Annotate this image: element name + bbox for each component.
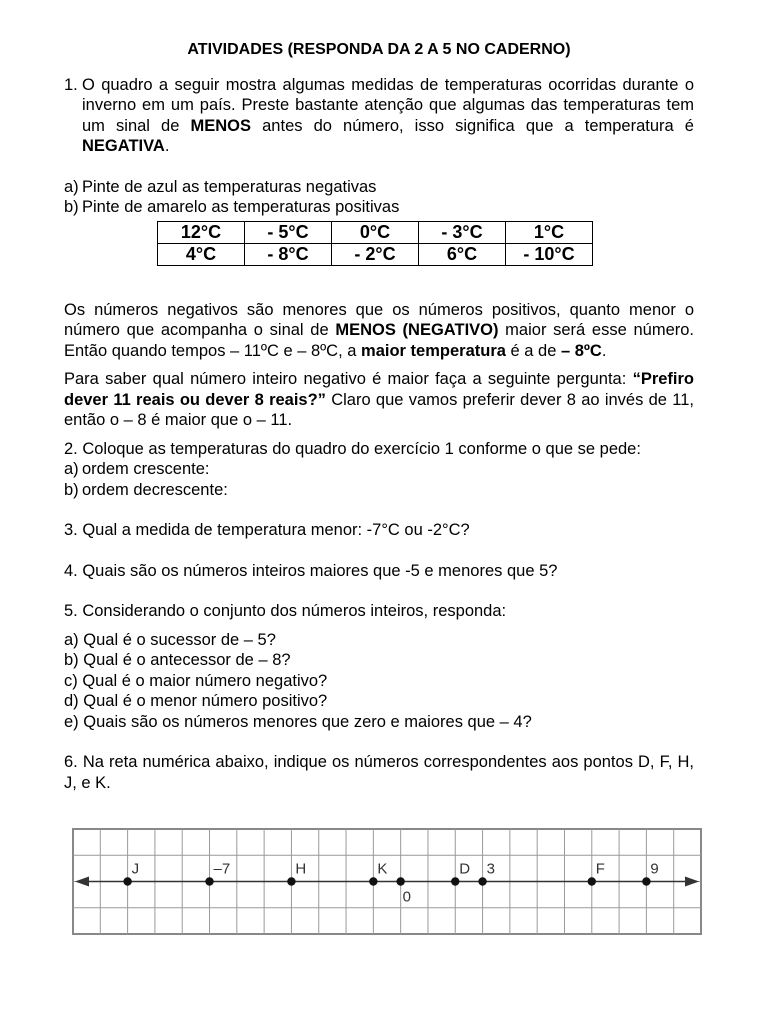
- question-1-text-a: O quadro a seguir mostra algumas medidas de temperaturas ocorridas durante o inverno em um país. Preste bastante atenção que algumas das temperaturas tem um sinal de: [82, 75, 694, 135]
- table-row: [158, 221, 593, 243]
- table-row: [158, 243, 593, 265]
- question-2-item-a: [64, 459, 694, 480]
- question-5-item: e) Quais são os números menores que zero e maiores que – 4?: [64, 712, 532, 731]
- question-5-text: 5. Considerando o conjunto dos números inteiros, responda:: [64, 602, 507, 620]
- explanation-2-text-a: Para saber qual número inteiro negativo é maior faça a seguinte pergunta:: [64, 370, 633, 388]
- question-1: [64, 75, 694, 157]
- explanation-1-text-b: maior será esse número. Então quando tempos – 11ºC e – 8ºC, a: [64, 321, 694, 360]
- number-line-point: [588, 877, 596, 885]
- number-line-point: [205, 877, 213, 885]
- explanation-paragraph-2: [64, 369, 694, 431]
- question-1-text: [82, 75, 694, 157]
- number-line-point: [369, 877, 377, 885]
- item-text: Pinte de amarelo as temperaturas positivas: [82, 198, 400, 216]
- explanation-1-text-c: é a de: [505, 341, 561, 360]
- number-line-label: J: [131, 860, 140, 878]
- number-line-label: 0: [402, 888, 411, 906]
- question-6: 6. Na reta numérica abaixo, indique os números correspondentes aos pontos D, F, H, J, e K.: [64, 753, 694, 792]
- table-cell: - 2°C: [332, 243, 419, 265]
- question-1-text-b: antes do número, isso significa que a temperatura é: [251, 116, 694, 135]
- explanation-1-text-a: Os números negativos são menores que os números positivos, quanto menor o número que acompanha o sinal de: [64, 300, 694, 339]
- question-2-item-b: [64, 480, 694, 501]
- question-1-item-b: [64, 197, 694, 218]
- table-cell: - 5°C: [245, 221, 332, 243]
- item-letter: a): [64, 460, 79, 478]
- question-3: 3. Qual a medida de temperatura menor: -7°C ou -2°C?: [64, 521, 470, 539]
- question-1-number: 1.: [64, 75, 78, 94]
- explanation-1-bold-a: MENOS (NEGATIVO): [335, 321, 499, 339]
- item-text: Pinte de azul as temperaturas negativas: [82, 177, 377, 196]
- number-line-grid: [72, 828, 702, 936]
- explanation-paragraph-1: [64, 300, 694, 362]
- question-5-item: b) Qual é o antecessor de – 8?: [64, 651, 291, 669]
- worksheet-title: ATIVIDADES (RESPONDA DA 2 A 5 NO CADERNO): [187, 41, 571, 58]
- number-line-label: 9: [650, 860, 659, 878]
- item-letter: b): [64, 480, 79, 499]
- number-line-label: D: [459, 860, 471, 878]
- worksheet: [64, 40, 694, 793]
- table-cell: - 3°C: [419, 221, 506, 243]
- item-text: ordem decrescente:: [82, 480, 228, 499]
- number-line-point: [287, 877, 295, 885]
- explanation-1-bold-b: maior temperatura: [361, 341, 506, 360]
- table-cell: 12°C: [158, 221, 245, 243]
- item-text: ordem crescente:: [82, 460, 210, 478]
- question-1-bold-negativa: NEGATIVA: [82, 137, 165, 155]
- question-5-item: a) Qual é o sucessor de – 5?: [64, 630, 276, 649]
- question-5-item: c) Qual é o maior número negativo?: [64, 671, 328, 690]
- number-line-label: –7: [213, 860, 231, 878]
- explanation-1-text-d: .: [601, 341, 607, 360]
- question-5-item: d) Qual é o menor número positivo?: [64, 692, 328, 710]
- question-2-text: 2. Coloque as temperaturas do quadro do exercício 1 conforme o que se pede:: [64, 439, 641, 458]
- question-1-bold-menos: MENOS: [190, 116, 252, 135]
- table-cell: 4°C: [158, 243, 245, 265]
- number-line-label: F: [595, 860, 605, 878]
- number-line-point: [451, 877, 459, 885]
- item-letter: b): [64, 198, 79, 216]
- number-line-point: [123, 877, 131, 885]
- number-line-point: [478, 877, 486, 885]
- explanation-2-bold-a: “Prefiro dever 11 reais ou dever 8 reais?”: [64, 370, 694, 409]
- question-1-item-a: [64, 177, 694, 198]
- item-letter: a): [64, 177, 79, 196]
- number-line-label: 3: [486, 860, 495, 878]
- table-cell: - 8°C: [245, 243, 332, 265]
- number-line-point: [642, 877, 650, 885]
- question-4: 4. Quais são os números inteiros maiores que -5 e menores que 5?: [64, 561, 558, 580]
- table-cell: 0°C: [332, 221, 419, 243]
- temperature-table: [157, 221, 593, 266]
- question-1-text-c: .: [164, 137, 170, 155]
- table-cell: - 10°C: [506, 243, 593, 265]
- explanation-1-bold-c: – 8ºC: [560, 341, 602, 360]
- explanation-2-text-b: Claro que vamos preferir dever 8 ao invés de 11, então o – 8 é maior que o – 11.: [64, 390, 694, 429]
- number-line-point: [396, 877, 404, 885]
- table-cell: 1°C: [506, 221, 593, 243]
- table-cell: 6°C: [419, 243, 506, 265]
- number-line-label: H: [295, 860, 307, 878]
- number-line-label: K: [377, 860, 388, 878]
